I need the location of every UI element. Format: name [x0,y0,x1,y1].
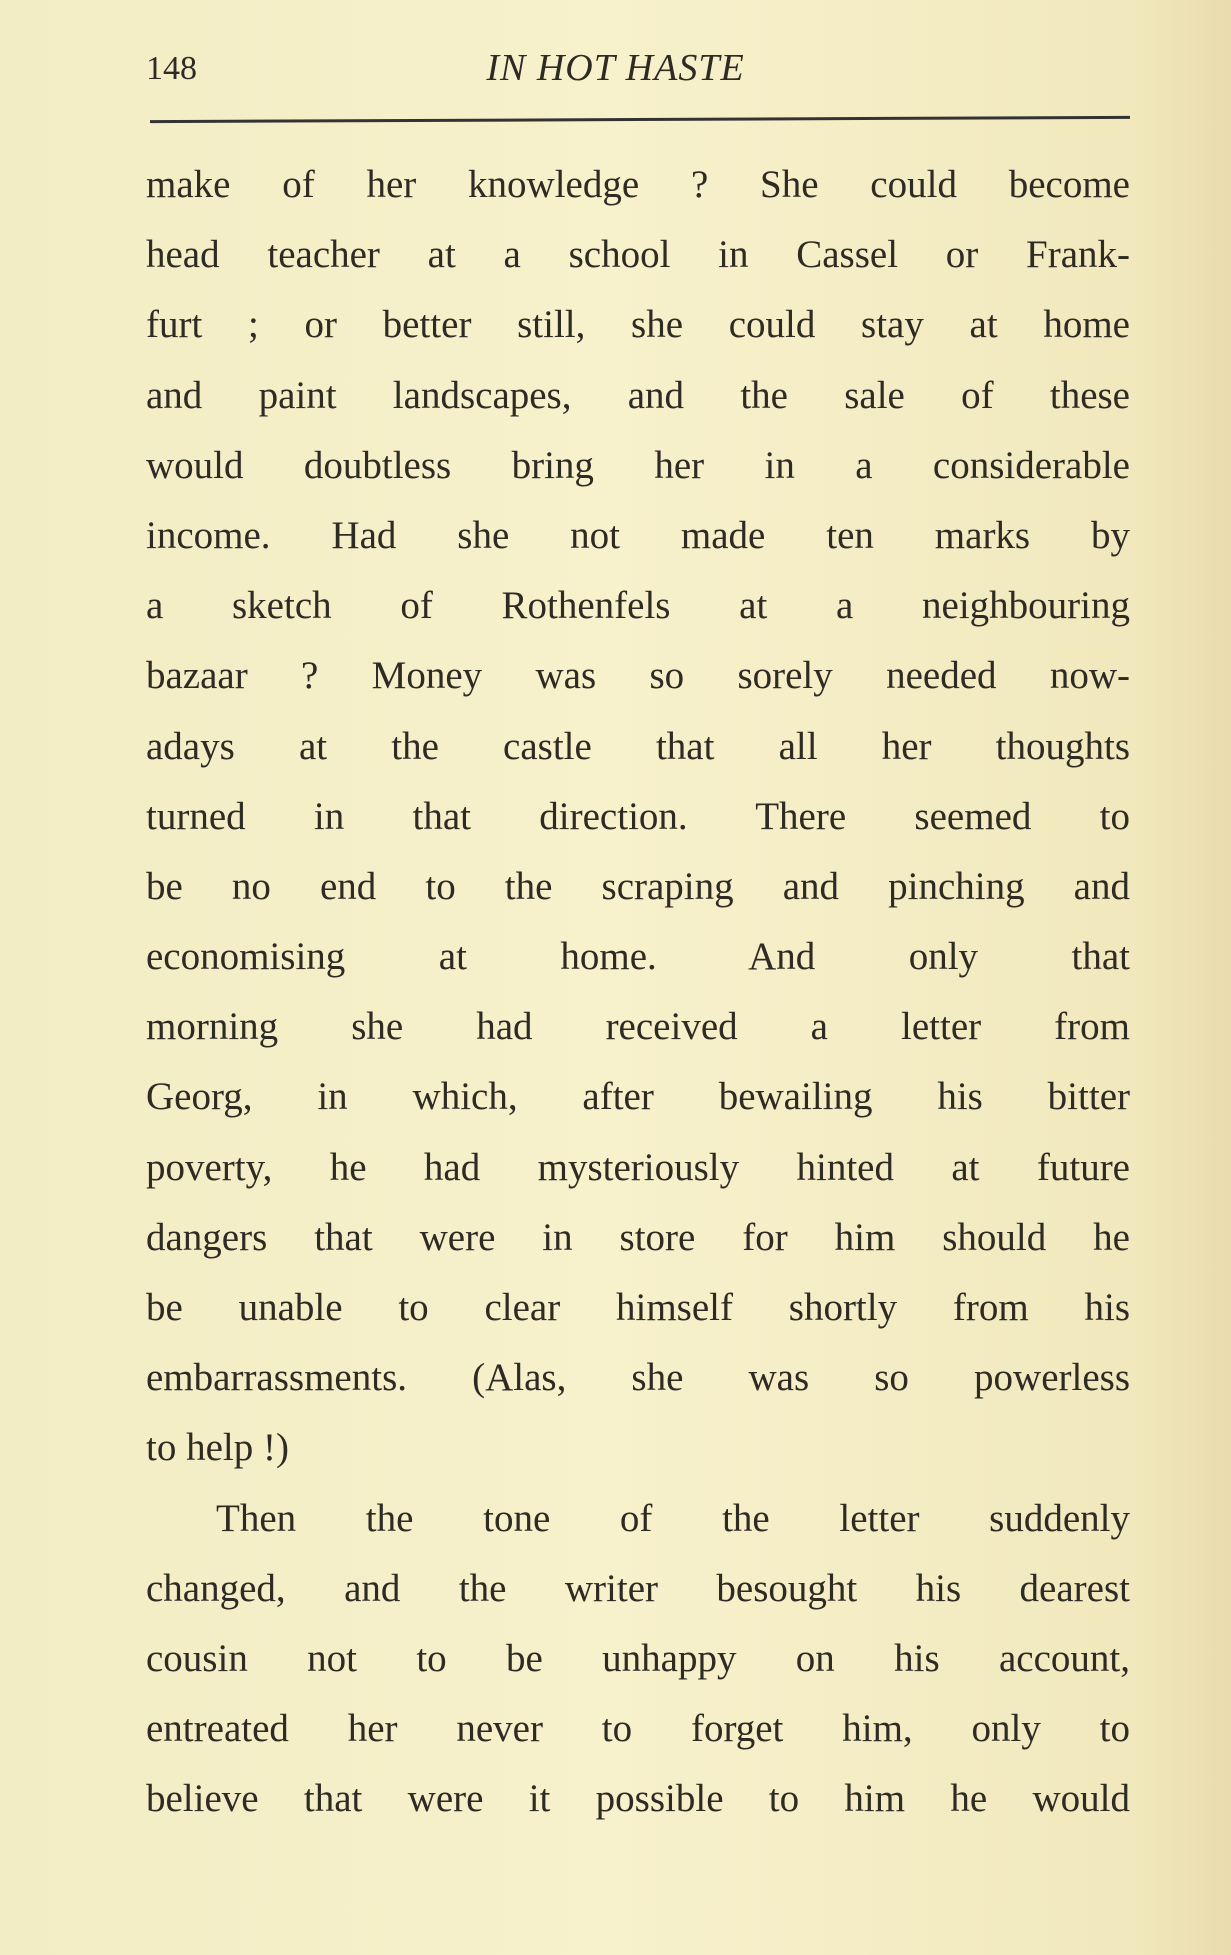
text-line: turned in that direction. There seemed to [146,794,1130,838]
text-line: furt ; or better still, she could stay at home [146,303,1130,347]
text-line: dangers that were in store for him should he [146,1215,1130,1259]
text-line: Then the tone of the letter suddenly [216,1496,1130,1540]
text-line: believe that were it possible to him he would [146,1777,1130,1821]
running-title: IN HOT HASTE [486,47,745,89]
text-line: adays at the castle that all her thoughts [146,724,1130,768]
text-line: economising at home. And only that [146,935,1130,979]
text-line: cousin not to be unhappy on his account, [146,1636,1130,1680]
header-rule [150,116,1130,123]
text-line: bazaar ? Money was so sorely needed now- [146,654,1130,698]
text-line: poverty, he had mysteriously hinted at future [146,1145,1130,1189]
text-line: changed, and the writer besought his dearest [146,1566,1130,1610]
page-number: 148 [146,50,197,87]
text-line: Georg, in which, after bewailing his bitter [146,1075,1130,1119]
text-line: embarrassments. (Alas, she was so powerless [146,1356,1130,1400]
body-text [146,150,1130,1835]
text-line: morning she had received a letter from [146,1005,1130,1049]
text-line: would doubtless bring her in a considerable [146,443,1130,487]
text-line: be no end to the scraping and pinching and [146,864,1130,908]
text-line: a sketch of Rothenfels at a neighbouring [146,584,1130,628]
text-line: be unable to clear himself shortly from his [146,1286,1130,1329]
text-line: to help !) [146,1426,289,1470]
text-line: entreated her never to forget him, only to [146,1707,1130,1751]
text-line: and paint landscapes, and the sale of these [146,373,1130,417]
text-line: income. Had she not made ten marks by [146,513,1130,557]
text-line: make of her knowledge ? She could become [146,163,1130,206]
text-line: head teacher at a school in Cassel or Frank- [146,233,1130,277]
